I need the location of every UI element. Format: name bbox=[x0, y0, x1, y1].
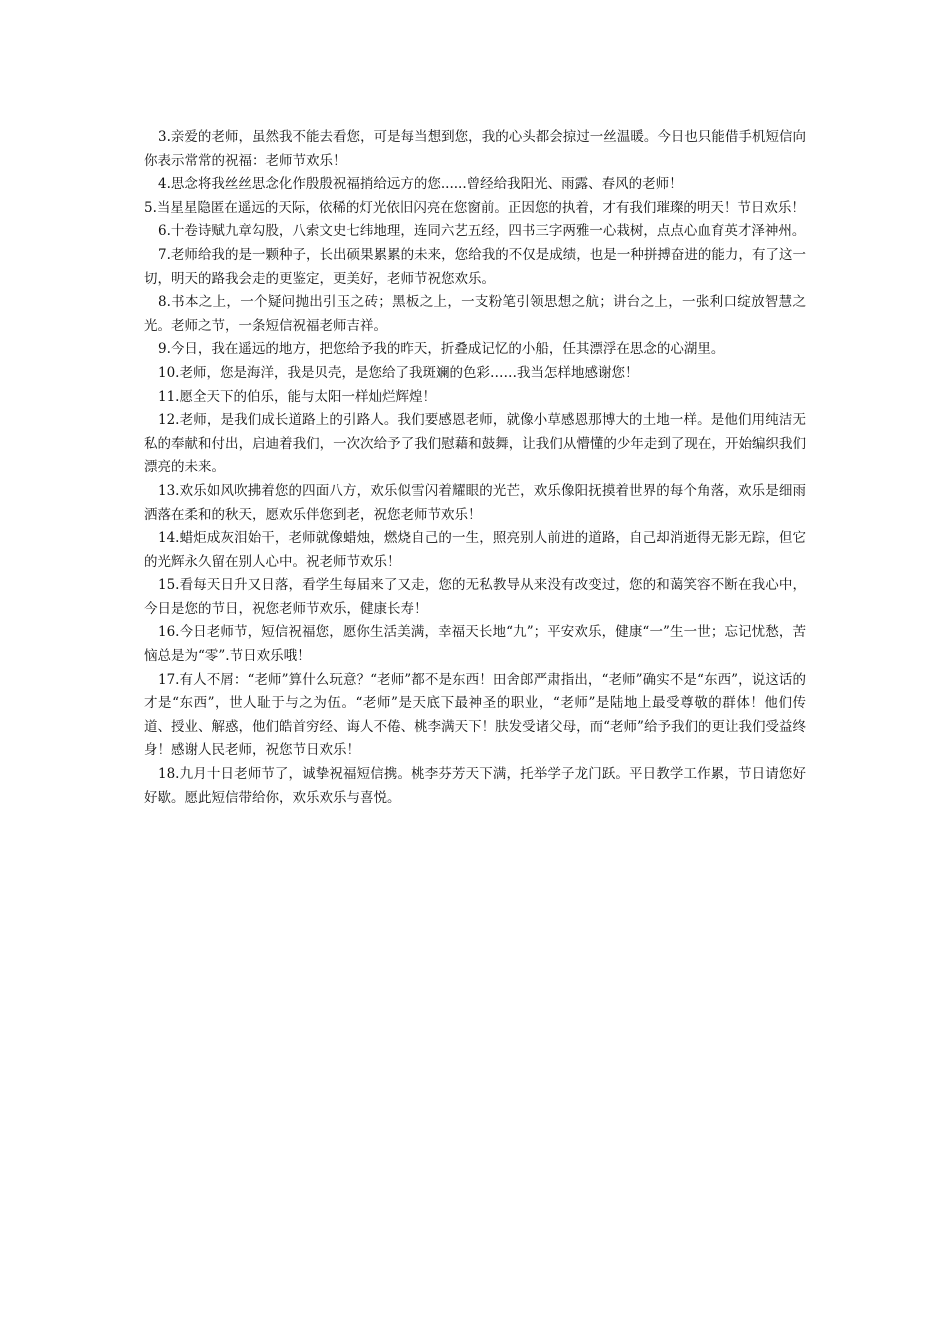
paragraph-7: 7.老师给我的是一颗种子，长出硕果累累的未来，您给我的不仅是成绩，也是一种拼搏奋进的能力，有了这一切，明天的路我会走的更鉴定，更美好，老师节祝您欢乐。 bbox=[144, 246, 806, 287]
paragraph-4: 4.思念将我丝丝思念化作殷殷祝福捎给远方的您......曾经给我阳光、雨露、春风的老师！ bbox=[158, 176, 683, 193]
paragraph-3: 3.亲爱的老师，虽然我不能去看您，可是每当想到您，我的心头都会掠过一丝温暖。今日也只能借手机短信向你表示常常的祝福：老师节欢乐！ bbox=[144, 129, 806, 169]
paragraph-15: 15.看每天日升又日落，看学生每届来了又走，您的无私教导从来没有改变过，您的和蔼笑容不断在我心中，今日是您的节日，祝您老师节欢乐，健康长寿！ bbox=[144, 577, 806, 617]
paragraph-10: 10.老师，您是海洋，我是贝壳，是您给了我斑斓的色彩……我当怎样地感谢您！ bbox=[158, 364, 639, 381]
document-body bbox=[144, 126, 806, 810]
paragraph-11: 11.愿全天下的伯乐，能与太阳一样灿烂辉煌！ bbox=[158, 388, 436, 405]
paragraph-12: 12.老师，是我们成长道路上的引路人。我们要感恩老师，就像小草感恩那博大的土地一样。是他们用纯洁无私的奉献和付出，启迪着我们，一次次给予了我们慰藉和鼓舞，让我们从懵懂的少年走到了现在，开始编织我们漂亮的未来。 bbox=[144, 412, 806, 476]
paragraph-5: 5.当星星隐匿在遥远的天际，依稀的灯光依旧闪亮在您窗前。正因您的执着，才有我们璀璨的明天！节日欢乐！ bbox=[144, 199, 805, 216]
paragraph-14: 14.蜡炬成灰泪始干，老师就像蜡烛，燃烧自己的一生，照亮别人前进的道路，自己却消逝得无影无踪，但它的光辉永久留在别人心中。祝老师节欢乐！ bbox=[144, 530, 806, 570]
paragraph-13: 13.欢乐如风吹拂着您的四面八方，欢乐似雪闪着耀眼的光芒，欢乐像阳抚摸着世界的每个角落，欢乐是细雨洒落在柔和的秋天，愿欢乐伴您到老，祝您老师节欢乐！ bbox=[144, 482, 806, 523]
paragraph-17: 17.有人不屑：“老师”算什么玩意？“老师”都不是东西！田舍郎严肃指出，“老师”确实不是“东西”，说这话的才是“东西”，世人耻于与之为伍。“老师”是天底下最神圣的职业，“老师”是陆地上最受尊敬的群体！他们传道、授业、解惑，他们皓首穷经、诲人不倦、桃李满天下！肤发受诸父母，而“老师”给予我们的更让我们受益终身！感谢人民老师，祝您节日欢乐！ bbox=[144, 671, 806, 759]
paragraph-8: 8.书本之上，一个疑问抛出引玉之砖；黑板之上，一支粉笔引领思想之航；讲台之上，一张利口绽放智慧之光。老师之节，一条短信祝福老师吉祥。 bbox=[144, 294, 806, 334]
paragraph-6: 6.十卷诗赋九章勾股，八索文史七纬地理，连同六艺五经，四书三字两雅一心栽树，点点心血育英才泽神州。 bbox=[158, 223, 806, 240]
paragraph-18: 18.九月十日老师节了，诚挚祝福短信携。桃李芬芳天下满，托举学子龙门跃。平日教学工作累，节日请您好好歇。愿此短信带给你，欢乐欢乐与喜悦。 bbox=[144, 766, 806, 806]
paragraph-16: 16.今日老师节，短信祝福您，愿你生活美满，幸福天长地“九”；平安欢乐，健康“一”生一世；忘记忧愁，苦恼总是为“零”.节日欢乐哦！ bbox=[144, 624, 806, 665]
paragraph-9: 9.今日，我在遥远的地方，把您给予我的昨天，折叠成记忆的小船，任其漂浮在思念的心湖里。 bbox=[158, 341, 725, 358]
